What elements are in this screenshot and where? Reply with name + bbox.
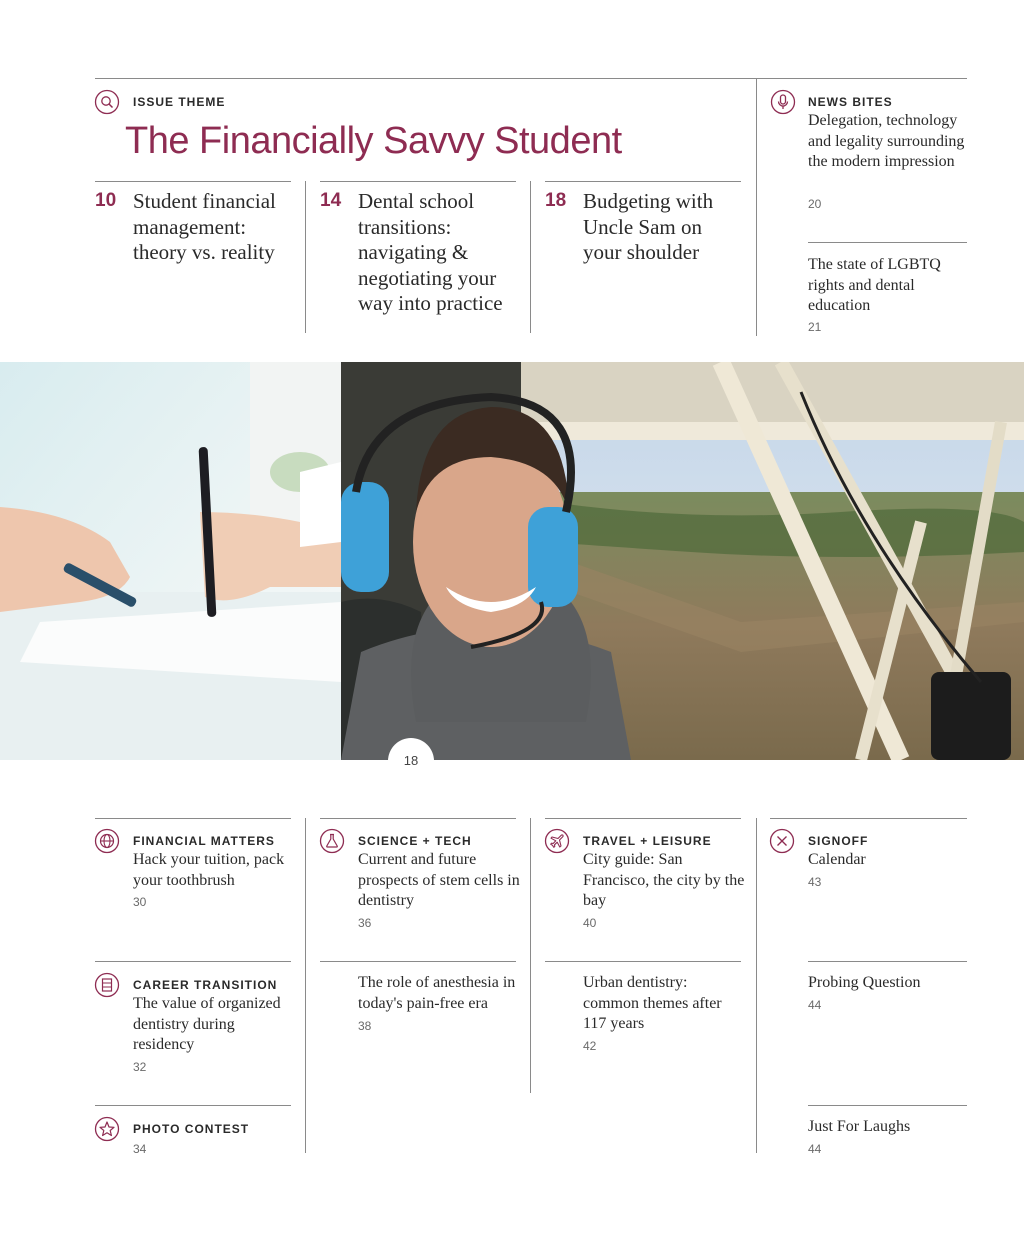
feature-page-number: 18 [545, 190, 567, 211]
issue-theme-label: ISSUE THEME [133, 95, 226, 109]
section-rule [545, 818, 741, 819]
photo-page-badge: 18 [388, 738, 434, 784]
feature-rule-2 [320, 181, 516, 182]
page-number: 34 [133, 1142, 147, 1156]
feature-divider-1 [305, 181, 306, 333]
page-number: 43 [808, 875, 822, 889]
top-divider-news [756, 78, 757, 336]
travel-leisure-label: TRAVEL + LEISURE [583, 834, 712, 848]
section-rule [95, 818, 291, 819]
photo-signing-document [0, 362, 341, 760]
page-number: 21 [808, 320, 822, 334]
page-number: 42 [583, 1039, 597, 1053]
section-rule [320, 818, 516, 819]
science-tech-label: SCIENCE + TECH [358, 834, 472, 848]
science-tech-title[interactable]: Current and future prospects of stem cells in dentistry [358, 851, 520, 909]
page-number: 32 [133, 1060, 147, 1074]
news-rule [808, 242, 967, 243]
career-transition-title[interactable]: The value of organized dentistry during residency [133, 995, 281, 1053]
financial-matters-title[interactable]: Hack your tuition, pack your toothbrush [133, 851, 285, 889]
news-bites-title[interactable]: The state of LGBTQ rights and dental education [808, 256, 941, 314]
page-number: 20 [808, 197, 822, 211]
travel-leisure-title[interactable]: City guide: San Francisco, the city by the bay [583, 851, 745, 909]
top-rule [95, 78, 967, 79]
section-rule [808, 961, 967, 962]
star-icon [94, 1116, 120, 1142]
airplane-icon [544, 828, 570, 854]
section-rule [320, 961, 516, 962]
building-icon [94, 972, 120, 998]
section-rule [545, 961, 741, 962]
page-number: 38 [358, 1019, 372, 1033]
signoff-title-2[interactable]: Probing Question [808, 974, 921, 991]
signoff-title[interactable]: Calendar [808, 851, 866, 868]
photo-pilot-selfie [341, 362, 1024, 760]
financial-matters-label: FINANCIAL MATTERS [133, 834, 275, 848]
news-bites-title[interactable]: Delegation, technology and legality surrounding the modern impression [808, 112, 965, 170]
page-number: 44 [808, 1142, 822, 1156]
column-divider-2 [530, 818, 531, 1093]
photo-contest-label: PHOTO CONTEST [133, 1122, 250, 1136]
close-circle-icon [769, 828, 795, 854]
section-rule [770, 818, 967, 819]
feature-title[interactable]: Dental school transitions: navigating & negotiating your way into practice [358, 189, 503, 315]
feature-rule-1 [95, 181, 291, 182]
feature-divider-2 [530, 181, 531, 333]
section-rule [808, 1105, 967, 1106]
science-tech-title-2[interactable]: The role of anesthesia in today's pain-free era [358, 974, 516, 1012]
travel-leisure-title-2[interactable]: Urban dentistry: common themes after 117 years [583, 974, 722, 1032]
section-rule [95, 961, 291, 962]
search-icon [94, 89, 120, 115]
signoff-title-3[interactable]: Just For Laughs [808, 1118, 911, 1135]
page-number: 44 [808, 998, 822, 1012]
column-divider-3 [756, 818, 757, 1153]
issue-theme-title: The Financially Savvy Student [125, 120, 622, 162]
feature-title[interactable]: Budgeting with Uncle Sam on your shoulder [583, 189, 714, 264]
page-number: 40 [583, 916, 597, 930]
career-transition-label: CAREER TRANSITION [133, 978, 278, 992]
feature-page-number: 10 [95, 190, 117, 211]
feature-rule-3 [545, 181, 741, 182]
feature-title[interactable]: Student financial management: theory vs. reality [133, 189, 276, 264]
microphone-icon [770, 89, 796, 115]
flask-icon [319, 828, 345, 854]
page-number: 30 [133, 895, 147, 909]
column-divider-1 [305, 818, 306, 1153]
page-number: 36 [358, 916, 372, 930]
section-rule [95, 1105, 291, 1106]
news-bites-label: NEWS BITES [808, 95, 893, 109]
globe-icon [94, 828, 120, 854]
feature-page-number: 14 [320, 190, 342, 211]
signoff-label: SIGNOFF [808, 834, 869, 848]
